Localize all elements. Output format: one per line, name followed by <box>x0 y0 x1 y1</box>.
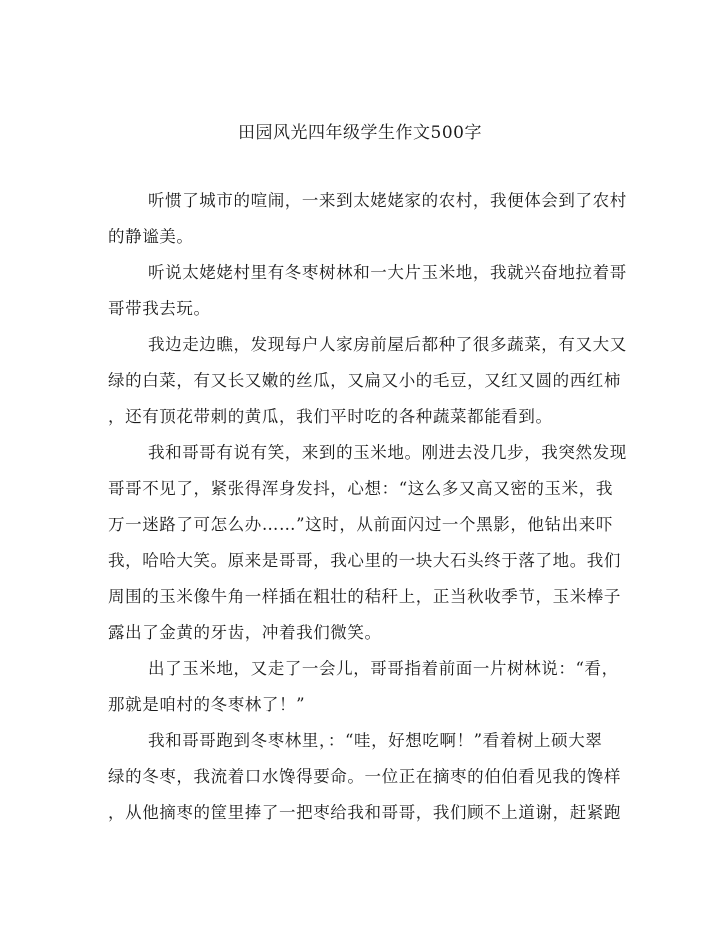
paragraph-line: 绿的白菜，有又长又嫩的丝瓜，又扁又小的毛豆，又红又圆的西红柿 <box>108 371 621 390</box>
paragraph-line: 那就是咱村的冬枣林了！” <box>108 695 306 714</box>
paragraph-line: 的静谧美。 <box>108 227 194 246</box>
paragraph-line: 我和哥哥有说有笑，来到的玉米地。刚进去没几步，我突然发现 <box>148 443 627 462</box>
paragraph-line: 哥带我去玩。 <box>108 299 211 318</box>
paragraph-line: 我边走边瞧，发现每户人家房前屋后都种了很多蔬菜，有又大又 <box>148 335 627 354</box>
document-title: 田园风光四年级学生作文500字 <box>238 123 482 143</box>
paragraph-line: 绿的冬枣，我流着口水馋得要命。一位正在摘枣的伯伯看见我的馋样 <box>108 767 621 786</box>
paragraph-line: 哥哥不见了，紧张得浑身发抖，心想：“这么多又高又密的玉米，我 <box>108 479 613 498</box>
paragraph-line: ，从他摘枣的筐里捧了一把枣给我和哥哥，我们顾不上道谢，赶紧跑 <box>108 803 621 822</box>
paragraph-line: 我和哥哥跑到冬枣林里，：“哇，好想吃啊！”看着树上硕大翠 <box>148 731 603 750</box>
paragraph-line: 听说太姥姥村里有冬枣树林和一大片玉米地，我就兴奋地拉着哥 <box>148 263 627 282</box>
paragraph-line: 听惯了城市的喧闹，一来到太姥姥家的农村，我便体会到了农村 <box>148 191 627 210</box>
paragraph-line: 万一迷路了可怎么办……”这时，从前面闪过一个黑影，他钻出来吓 <box>108 515 613 534</box>
paragraph-line: 我，哈哈大笑。原来是哥哥，我心里的一块大石头终于落了地。我们 <box>108 551 621 570</box>
paragraph-line: 露出了金黄的牙齿，冲着我们微笑。 <box>108 623 382 642</box>
paragraph-line: 周围的玉米像牛角一样插在粗壮的秸秆上，正当秋收季节，玉米棒子 <box>108 587 621 606</box>
paragraph-line: 出了玉米地，又走了一会儿，哥哥指着前面一片树林说：“看， <box>148 659 619 678</box>
paragraph-line: ，还有顶花带刺的黄瓜，我们平时吃的各种蔬菜都能看到。 <box>108 407 553 426</box>
